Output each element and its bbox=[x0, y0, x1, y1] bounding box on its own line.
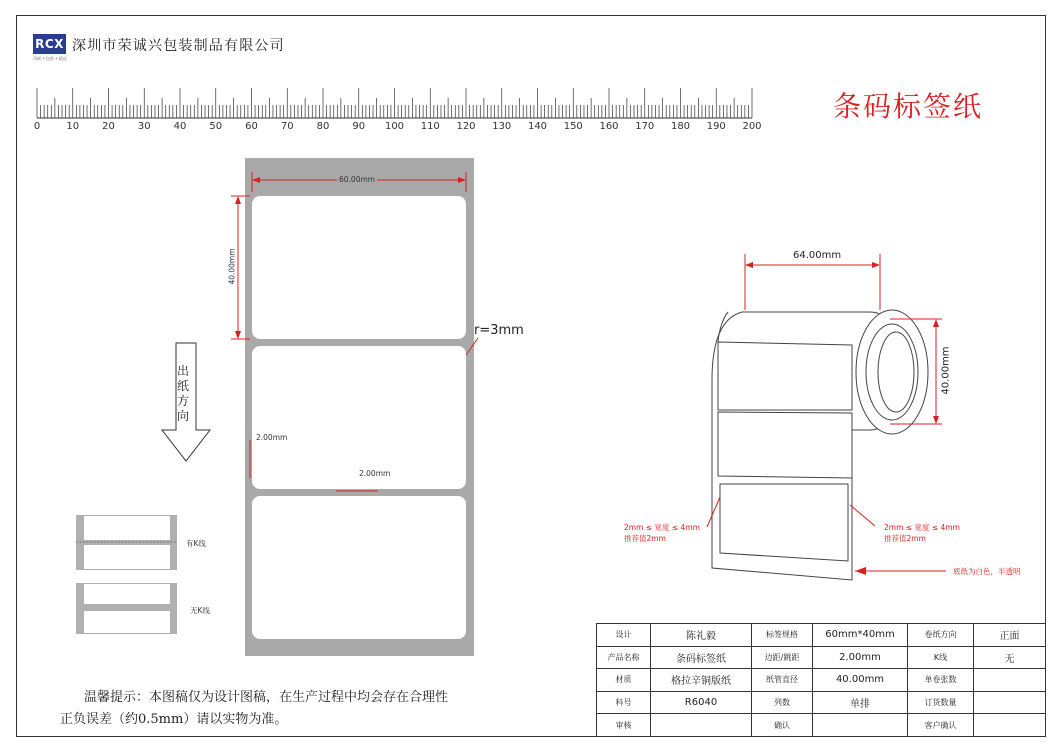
ruler-label: 50 bbox=[209, 121, 223, 132]
table-row bbox=[597, 624, 1046, 647]
ruler-label: 100 bbox=[384, 121, 405, 132]
ruler-label: 0 bbox=[33, 121, 41, 132]
ruler-label: 140 bbox=[527, 121, 548, 132]
table-cell: 确认 bbox=[752, 714, 813, 737]
ruler-label: 180 bbox=[670, 121, 691, 132]
company-name: 深圳市荣诚兴包装制品有限公司 bbox=[72, 38, 285, 54]
ruler-label: 120 bbox=[456, 121, 476, 132]
table-cell bbox=[974, 714, 1046, 737]
ruler-label: 110 bbox=[420, 121, 440, 132]
company-logo: RCX bbox=[33, 34, 66, 54]
note-line-1: 温馨提示：本图稿仅为设计图稿，在生产过程中均会存在合理性 bbox=[84, 690, 449, 705]
table-cell: 设计 bbox=[597, 624, 651, 647]
table-cell: 审核 bbox=[597, 714, 651, 737]
table-cell: 纸管直径 bbox=[752, 669, 813, 692]
without-k-line-label: 无K线 bbox=[190, 606, 210, 615]
table-cell bbox=[651, 714, 752, 737]
table-cell bbox=[974, 691, 1046, 714]
table-row bbox=[597, 714, 1046, 737]
label-width-dim: 60.00mm bbox=[339, 175, 376, 184]
direction-text: 出 纸 方 向 bbox=[176, 364, 189, 423]
table-cell: 产品名称 bbox=[597, 646, 651, 669]
table-cell: 无 bbox=[974, 646, 1046, 669]
table-cell: 单排 bbox=[813, 691, 908, 714]
logo-tagline: 印刷 • 包装 • 精品 bbox=[33, 56, 67, 61]
label-height-dim: 40.00mm bbox=[227, 248, 237, 285]
table-cell: 条码标签纸 bbox=[651, 646, 752, 669]
table-cell: 2.00mm bbox=[813, 646, 908, 669]
table-cell: 列数 bbox=[752, 691, 813, 714]
spec-table bbox=[596, 623, 1046, 737]
table-row bbox=[597, 691, 1046, 714]
table-cell: 边距/跳距 bbox=[752, 646, 813, 669]
roll-width-dim: 64.00mm bbox=[793, 250, 842, 261]
ruler-label: 40 bbox=[173, 121, 187, 132]
ruler-label: 80 bbox=[316, 121, 330, 132]
warm-tip-note bbox=[60, 687, 490, 731]
table-row bbox=[597, 669, 1046, 692]
table-cell: 客户确认 bbox=[908, 714, 974, 737]
table-cell: 陈礼毅 bbox=[651, 624, 752, 647]
table-cell bbox=[813, 714, 908, 737]
corner-radius-dim: r=3mm bbox=[474, 323, 524, 338]
table-cell: 材质 bbox=[597, 669, 651, 692]
table-cell: K线 bbox=[908, 646, 974, 669]
left-margin-note: 2mm ≤ 宽度 ≤ 4mm 推荐值2mm bbox=[624, 523, 700, 543]
table-cell: 料号 bbox=[597, 691, 651, 714]
right-margin-note: 2mm ≤ 宽度 ≤ 4mm 推荐值2mm bbox=[884, 523, 960, 543]
ruler-label: 60 bbox=[245, 121, 258, 132]
table-cell: R6040 bbox=[651, 691, 752, 714]
ruler-label: 90 bbox=[352, 121, 366, 132]
ruler-label: 30 bbox=[137, 121, 151, 132]
table-cell bbox=[974, 669, 1046, 692]
ruler-label: 200 bbox=[742, 121, 762, 132]
ruler-label: 70 bbox=[280, 121, 294, 132]
ruler-label: 20 bbox=[102, 121, 115, 132]
ruler-label: 150 bbox=[563, 121, 583, 132]
with-k-line-label: 有K线 bbox=[186, 539, 206, 548]
table-cell: 订货数量 bbox=[908, 691, 974, 714]
page-title: 条码标签纸 bbox=[833, 90, 984, 123]
table-row bbox=[597, 646, 1046, 669]
table-cell: 40.00mm bbox=[813, 669, 908, 692]
ruler-label: 10 bbox=[66, 121, 80, 132]
backing-note: 底纸为白色，半透明 bbox=[953, 567, 1021, 576]
table-cell: 单卷张数 bbox=[908, 669, 974, 692]
table-cell: 正面 bbox=[974, 624, 1046, 647]
table-cell: 格拉辛铜版纸 bbox=[651, 669, 752, 692]
side-gap-dim: 2.00mm bbox=[256, 433, 288, 442]
table-cell: 卷纸方向 bbox=[908, 624, 974, 647]
ruler-label: 160 bbox=[599, 121, 619, 132]
roll-height-dim: 40.00mm bbox=[940, 346, 952, 395]
table-cell: 60mm*40mm bbox=[813, 624, 908, 647]
ruler-label: 190 bbox=[706, 121, 726, 132]
ruler-label: 130 bbox=[492, 121, 512, 132]
table-cell: 标签规格 bbox=[752, 624, 813, 647]
note-line-2: 正负误差（约0.5mm）请以实物为准。 bbox=[60, 712, 288, 727]
label-gap-dim: 2.00mm bbox=[359, 469, 391, 478]
ruler-label: 170 bbox=[635, 121, 655, 132]
